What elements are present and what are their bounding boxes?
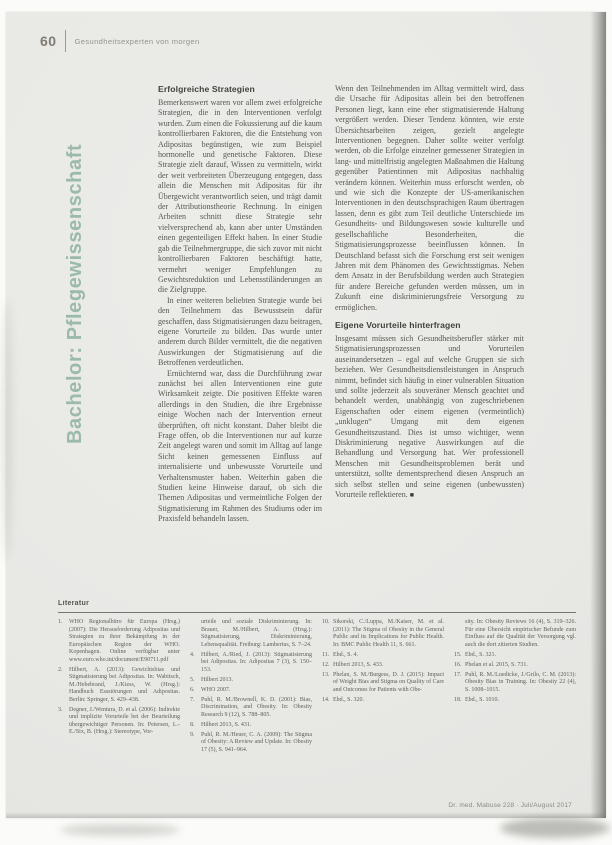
section-heading-2: Eigene Vorurteile hinterfragen <box>335 319 461 330</box>
literature-entry-text: Puhl, R. M./Heuer, C. A. (2009): The Stigma of Obesity: A Review and Update. In: Obesity 17 (5), S. 941–964. <box>201 731 312 753</box>
page-number: 60 <box>40 33 57 49</box>
literature-heading: Literatur <box>58 600 90 607</box>
literature-entry-text: Hilbert 2013, S. 433. <box>333 661 384 668</box>
vertical-section-label: Bachelor: Pflegewissenschaft <box>64 143 86 444</box>
literature-column-4 <box>454 619 576 757</box>
article-column-2 <box>335 84 524 525</box>
literature-entry-text: WHO 2007. <box>201 686 231 693</box>
literature-entry-text: Puhl, R. M./Luedicke, J./Grilo, C. M. (2013): Obesity Bias in Training. In: Obesity 22 (4), S. 1008–1015. <box>465 671 576 693</box>
literature-entry <box>322 662 444 670</box>
paragraph: Bemerkenswert waren vor allem zwei erfolgreiche Strategien, die in den Interventionen verfolgt wurden. Zum einen die Fokussierung auf die kaum kontrollierbaren Faktoren, die die Entstehung von Adipositas begünstigen, wie zum Beispiel hormonelle und genetische Faktoren. Diese Strategie zielt darauf, Wissen zu vermitteln, wirkt der weit verbreiteten Überzeugung entgegen, dass allein die Menschen mit Adipositas für ihr Übergewicht verantwortlich seien, und trägt damit der Attributionstheorie Rechnung. In einigen Arbeiten schnitt diese Strategie sehr vielversprechend ab, kann aber unter Umständen einen gegenteiligen Effekt haben. In einer Studie gab die Teilnehmergruppe, die sich zuvor mit nicht kontrollierbaren Faktoren beschäftigt hatte, vermehrt weniger Empfehlungen zu Gewichtsreduktion und Lebensstiländerungen an die Zielgruppe. <box>158 98 322 295</box>
literature-section <box>58 592 576 757</box>
scan-smudge <box>2 300 12 560</box>
literature-entry <box>190 687 312 695</box>
page-right-edge-shadow <box>590 12 606 818</box>
end-of-article-marker: ■ <box>409 491 414 500</box>
literature-entry-number: 10. <box>322 619 330 625</box>
literature-entry-text: Phelan, S. M./Burgess, D. J. (2015): Impact of Weight Bias and Stigma on Quality of Care and Outcomes for Patients with Obe- <box>333 671 444 693</box>
literature-entry-text: Ebd., S. 320. <box>333 696 365 703</box>
literature-entry-number: 9. <box>190 731 195 738</box>
literature-entry-number: 4. <box>190 651 195 658</box>
literature-entry <box>190 652 312 675</box>
paragraph-text: Insgesamt müssen sich Gesundheitsberufler stärker mit Stigmatisierungsprozessen und Vorurteilen auseinandersetzen – egal auf welche Gruppen sie sich beziehen. Wer Gesundheitsdienstleistungen in Anspruch nimmt, befindet sich häufig in einer vulnerablen Situation und sollte jederzeit als souveräner Mensch geachtet und behandelt werden, unabhängig von zugeschriebenen Eigenschaften oder einem eigenen (vermeintlich) „unklugen“ Umgang mit dem eigenen Gesundheitszustand. Dies ist umso wichtiger, wenn Diskriminierung negative Auswirkungen auf die Behandlung und Versorgung hat. Wer professionell Menschen mit Gesundheitsproblemen berät und unterstützt, sollte dementsprechend diesen Anspruch an sich selbst stellen und seine eigenen (unbewussten) Vorurteile reflektieren. <box>335 333 524 500</box>
literature-entry <box>58 707 180 737</box>
literature-entry-text: sity. In: Obesity Reviews 16 (4), S. 319–326. Für eine Übersicht empirischer Befunde zum Einfluss auf die Qualität der Versorgung vgl. auch die dort zitierten Studien. <box>465 619 576 648</box>
scanned-page <box>6 12 606 818</box>
literature-entry <box>454 672 576 695</box>
literature-entry-text: Hilbert, A./Ried, J. (2013): Stigmatisierung bei Adipositas. In: Adipositas 7 (3), S. 150–153. <box>201 651 312 673</box>
article-body <box>158 84 524 525</box>
literature-entry <box>58 619 180 664</box>
literature-entry-number: 1. <box>58 619 63 625</box>
literature-entry <box>322 672 444 695</box>
literature-columns <box>58 619 576 757</box>
header-divider <box>65 30 66 52</box>
literature-entry-text: Hilbert, A. (2013): Gewichtsbias und Stigmatisierung bei Adipositas. In: Wabitsch, M./Hebebrand, J./Kiess, W. (Hrsg.): Handbuch Essstörungen und Adipositas. Berlin: Springer, S. 429–438. <box>69 666 180 703</box>
literature-entry <box>190 697 312 720</box>
section-heading-1: Erfolgreiche Strategien <box>158 84 255 94</box>
journal-footer: Dr. med. Mabuse 228 · Juli/August 2017 <box>448 802 572 809</box>
literature-entry-number: 2. <box>58 666 63 673</box>
literature-entry-text: Degner, J./Wentura, D. et al. (2006): Indirekte und implizite Vorurteile bei der Beurteilung übergewichtiger Personen. In: Petersen, L.-E./Six, B. (Hrsg.): Stereotype, Vor- <box>69 706 180 735</box>
literature-entry-number: 5. <box>190 676 195 683</box>
paragraph <box>335 334 524 501</box>
literature-entry-text: Ebd., S. 321. <box>465 651 497 658</box>
literature-entry <box>322 619 444 649</box>
running-title: Gesundheitsexperten von morgen <box>74 36 200 46</box>
literature-entry <box>190 732 312 755</box>
paragraph: Wenn den Teilnehmenden im Alltag vermittelt wird, dass die Ursache für Adipositas allein bei den betroffenen Personen liegt, kann eine eher stigmatisierende Haltung vergrößert werden. Dieser Tendenz könnten, wie erste Übersichtsarbeiten zeigen, gezielt angelegte Interventionen begegnen. Daher sollte weiter verfolgt werden, ob die Erfolge einzelner gemessener Strategien in lang- und mittelfristig angelegten Maßnahmen die Haltung gegenüber Patientinnen mit Adipositas nachhaltig verändern können. Weiterhin muss erforscht werden, ob und wie sich die Konzepte der US-amerikanischen Interventionen in den deutschsprachigen Raum übertragen lassen, denn es gibt zum Teil deutliche Unterschiede im Gesundheits- und Bildungswesen sowie kulturelle und gesellschaftliche Besonderheiten, die Stigmatisierungsprozesse beeinflussen können. In Deutschland befasst sich die Forschung erst seit wenigen Jahren mit dem Phänomen des Gewichtsstigmas. Neben dem Ansatz in der Berufsbildung werden auch Strategien für andere Bereiche gefunden werden müssen, um in Zukunft eine diskriminierungsfreie Versorgung zu ermöglichen. <box>335 84 524 312</box>
literature-heading-rule <box>58 592 576 613</box>
literature-entry <box>190 619 312 649</box>
literature-entry-number: 8. <box>190 721 195 728</box>
literature-entry-number: 11. <box>322 651 330 658</box>
literature-entry-number: 14. <box>322 696 330 703</box>
literature-entry-number: 7. <box>190 696 195 703</box>
literature-entry <box>190 677 312 685</box>
literature-entry-number: 18. <box>454 696 462 703</box>
literature-entry-text: Hilbert 2013, S. 431. <box>201 721 252 728</box>
literature-entry-number: 12. <box>322 661 330 668</box>
article-column-1 <box>158 84 322 525</box>
literature-entry <box>454 652 576 660</box>
literature-entry-number: 6. <box>190 686 195 693</box>
literature-column-2 <box>190 619 312 757</box>
scan-smudge <box>60 824 180 836</box>
literature-entry-number: 13. <box>322 671 330 678</box>
literature-column-1 <box>58 619 180 757</box>
literature-entry-text: urteile und soziale Diskriminierung. In: Brauer, M./Hilbert, A. (Hrsg.): Stigmatisierung, Diskriminierung, Lebensqualität. Freiburg: Lambertus, S. 7–24. <box>201 619 312 648</box>
page-bottom-edge-shadow <box>6 812 606 818</box>
literature-entry-number: 16. <box>454 661 462 668</box>
literature-entry-text: WHO Regionalbüro für Europa (Hrsg.) (2007): Die Herausforderung Adipositas und Strategien zu ihrer Bekämpfung in der Europäischen Region der WHO. Kopenhagen. Online verfügbar unter www.euro.who.int/document/E90711.pdf <box>69 619 180 663</box>
scan-smudge <box>500 818 610 838</box>
literature-entry <box>58 667 180 705</box>
literature-entry <box>322 652 444 660</box>
literature-entry-text: Phelan et al. 2015, S. 731. <box>465 661 528 668</box>
literature-entry-number: 17. <box>454 671 462 678</box>
literature-entry-number: 3. <box>58 706 63 713</box>
literature-entry-text: Hilbert 2013. <box>201 676 233 683</box>
literature-entry <box>322 697 444 705</box>
literature-entry-text: Puhl, R. M./Brownell, K. D. (2001): Bias, Discrimination, and Obesity. In: Obesity Research 9 (12), S. 788–805. <box>201 696 312 718</box>
literature-entry-number: 15. <box>454 651 462 658</box>
literature-entry <box>454 697 576 705</box>
literature-entry <box>454 662 576 670</box>
literature-entry-text: Sikorski, C./Luppa, M./Kaiser, M. et al. (2011): The Stigma of Obesity in the General Public and its Implications for Public Health. In: BMC Public Health 11, S. 661. <box>333 619 444 648</box>
literature-entry <box>190 722 312 730</box>
paragraph: Ernüchternd war, dass die Durchführung zwar zunächst bei allen Interventionen eine gute Wirksamkeit zeigte. Die positiven Effekte waren allerdings in den Studien, die ihre Ergebnisse einige Wochen nach der Intervention erneut überprüften, oft nicht konstant. Daher bleibt die Frage offen, ob die Interventionen nur auf kurze Zeit angelegt waren und somit im Alltag auf lange Sicht keinen gemessenen Einfluss auf internalisierte und unbewusste Vorurteile und Verhaltensmuster haben. Weiterhin gaben die Studien keine Hinweise darauf, ob sich die Themen Adipositas und vermeintliche Folgen der Stigmatisierung im Rahmen des Studiums oder im Praxisfeld behandeln lassen. <box>158 368 322 524</box>
literature-column-3 <box>322 619 444 757</box>
paragraph: In einer weiteren beliebten Strategie wurde bei den Teilnehmern das Bewusstsein dafür geschaffen, dass Stigmatisierungen dazu beitragen, eigene Vorurteile zu bilden. Das wurde unter anderem durch Bilder vermittelt, die die negativen Auswirkungen der Stigmatisierung auf die Betroffenen verdeutlichen. <box>158 295 322 368</box>
literature-entry-text: Ebd., S. 1010. <box>465 696 500 703</box>
literature-entry-text: Ebd., S. 4. <box>333 651 359 658</box>
literature-entry <box>454 619 576 649</box>
page-header <box>40 30 200 52</box>
